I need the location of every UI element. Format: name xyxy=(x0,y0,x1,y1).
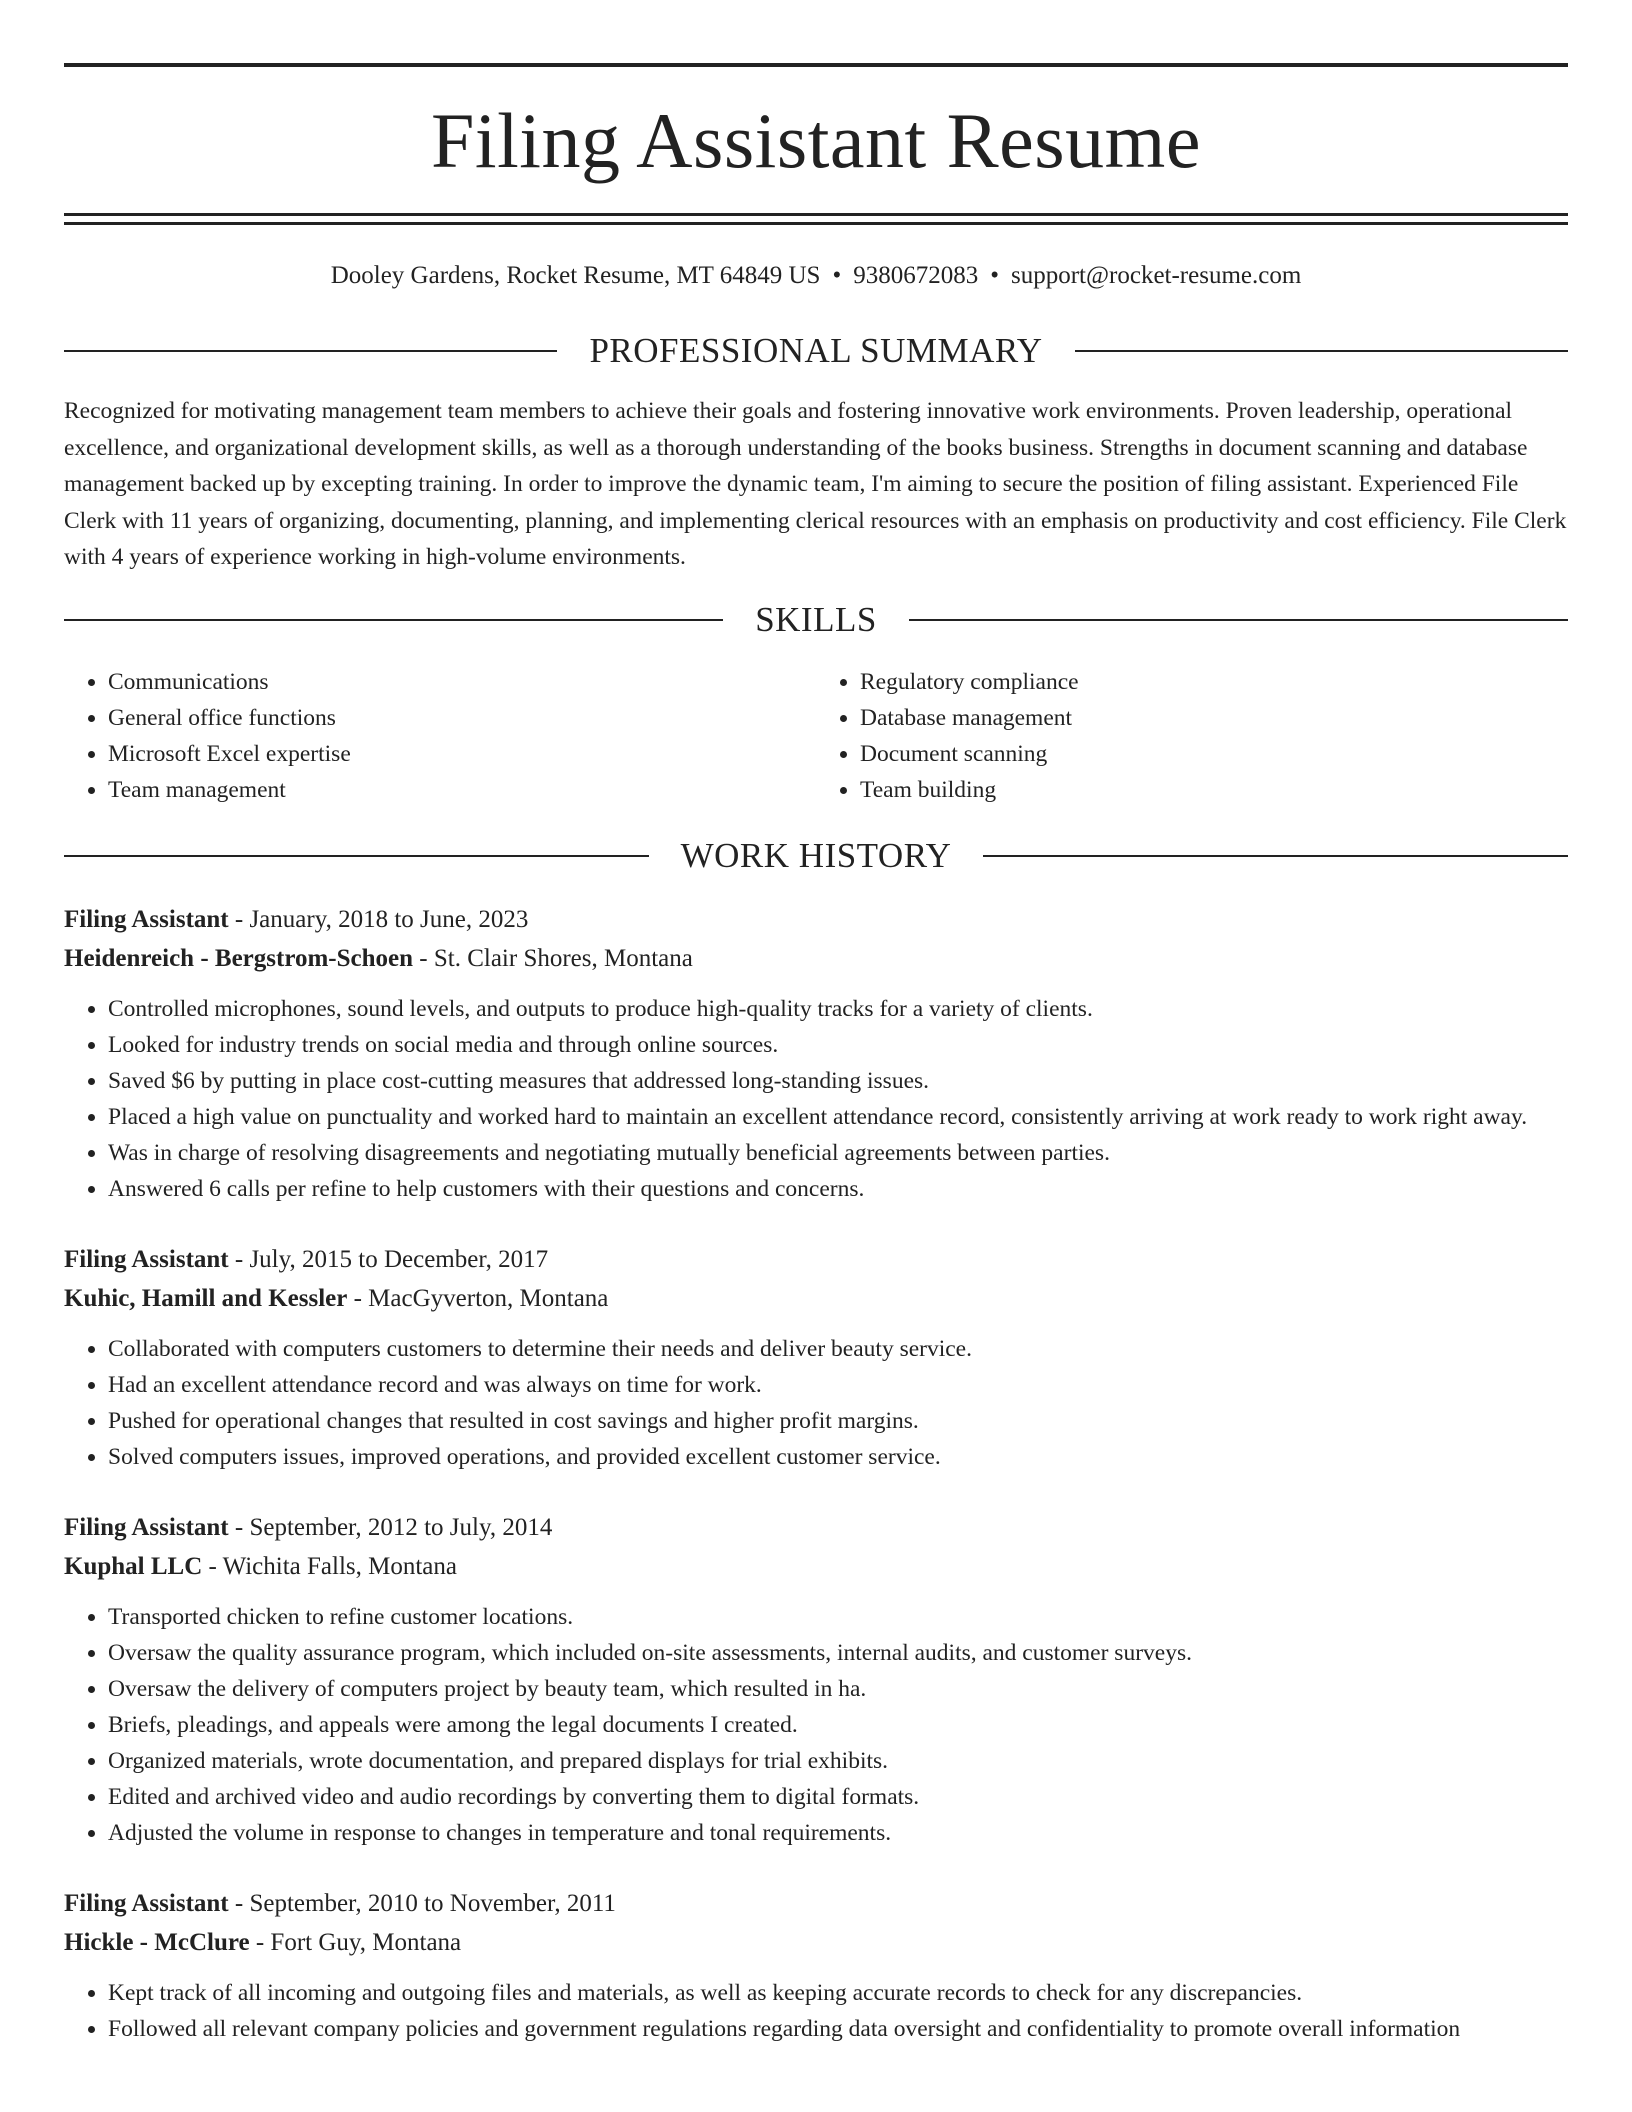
skills-list xyxy=(64,664,1568,808)
contact-email: support@rocket-resume.com xyxy=(1011,262,1302,289)
job-location: - MacGyverton, Montana xyxy=(347,1284,609,1312)
job-duty: • Oversaw the delivery of computers project by beauty team, which resulted in ha. xyxy=(108,1671,1568,1707)
job-duty: • Organized materials, wrote documentation, and prepared displays for trial exhibits. xyxy=(108,1743,1568,1779)
skills-heading-label: SKILLS xyxy=(755,599,877,639)
job-title-line xyxy=(64,1240,1568,1279)
skill-item: • Team management xyxy=(108,772,816,808)
job-entry xyxy=(64,1508,1568,1851)
job-duty: • Pushed for operational changes that resulted in cost savings and higher profit margins. xyxy=(108,1403,1568,1439)
heading-rule-right xyxy=(909,619,1568,621)
job-company: Kuphal LLC xyxy=(64,1552,203,1580)
job-dates: - September, 2010 to November, 2011 xyxy=(228,1889,616,1917)
top-rule xyxy=(64,63,1568,67)
job-entry xyxy=(64,1884,1568,2047)
skills-column-right xyxy=(816,664,1568,808)
job-title: Filing Assistant xyxy=(64,905,229,933)
job-duties xyxy=(64,1331,1568,1475)
contact-separator: • xyxy=(990,262,999,289)
skill-item: • Document scanning xyxy=(860,736,1568,772)
work-history-heading-label: WORK HISTORY xyxy=(680,835,952,875)
job-duty: • Was in charge of resolving disagreements and negotiating mutually beneficial agreements between parties. xyxy=(108,1135,1568,1171)
contact-phone: 9380672083 xyxy=(853,262,979,289)
job-duties xyxy=(64,991,1568,1207)
heading-rule-left xyxy=(64,619,723,621)
job-duties xyxy=(64,1599,1568,1851)
heading-rule-right xyxy=(983,855,1568,857)
heading-rule-right xyxy=(1075,350,1568,352)
skills-heading xyxy=(64,600,1568,640)
resume-page xyxy=(64,0,1568,2047)
contact-line xyxy=(64,261,1568,291)
job-duty: • Followed all relevant company policies and government regulations regarding data oversight and confidentiality to promote overall information xyxy=(108,2011,1568,2047)
title-double-rule xyxy=(64,213,1568,225)
summary-heading xyxy=(64,331,1568,371)
job-title: Filing Assistant xyxy=(64,1513,229,1541)
job-company-line xyxy=(64,939,1568,978)
job-company: Kuhic, Hamill and Kessler xyxy=(64,1284,348,1312)
job-company-line xyxy=(64,1547,1568,1586)
job-duty: • Transported chicken to refine customer locations. xyxy=(108,1599,1568,1635)
job-company-line xyxy=(64,1279,1568,1318)
work-history-heading xyxy=(64,836,1568,876)
job-company: Heidenreich - Bergstrom-Schoen xyxy=(64,944,414,972)
contact-address: Dooley Gardens, Rocket Resume, MT 64849 US xyxy=(330,262,821,289)
job-duties xyxy=(64,1975,1568,2047)
job-entry xyxy=(64,1240,1568,1475)
job-duty: • Briefs, pleadings, and appeals were among the legal documents I created. xyxy=(108,1707,1568,1743)
skill-item: • Team building xyxy=(860,772,1568,808)
job-entry xyxy=(64,900,1568,1207)
job-duty: • Placed a high value on punctuality and worked hard to maintain an excellent attendance record, consistently arriving at work ready to work right away. xyxy=(108,1099,1568,1135)
job-duty: • Adjusted the volume in response to changes in temperature and tonal requirements. xyxy=(108,1815,1568,1851)
job-title-line xyxy=(64,1884,1568,1923)
skill-item: • Communications xyxy=(108,664,816,700)
job-title: Filing Assistant xyxy=(64,1245,229,1273)
skill-item: • General office functions xyxy=(108,700,816,736)
resume-title: Filing Assistant Resume xyxy=(431,97,1201,184)
work-history-list xyxy=(64,900,1568,2047)
job-duty: • Answered 6 calls per refine to help customers with their questions and concerns. xyxy=(108,1171,1568,1207)
job-duty: • Edited and archived video and audio recordings by converting them to digital formats. xyxy=(108,1779,1568,1815)
summary-heading-label: PROFESSIONAL SUMMARY xyxy=(589,331,1043,370)
job-location: - St. Clair Shores, Montana xyxy=(413,944,693,972)
job-location: - Wichita Falls, Montana xyxy=(202,1552,458,1580)
skills-column-left xyxy=(64,664,816,808)
job-dates: - January, 2018 to June, 2023 xyxy=(228,905,529,933)
job-duty: • Collaborated with computers customers to determine their needs and deliver beauty service. xyxy=(108,1331,1568,1367)
job-location: - Fort Guy, Montana xyxy=(249,1928,462,1956)
heading-rule-left xyxy=(64,855,649,857)
skill-item: • Database management xyxy=(860,700,1568,736)
job-title-line xyxy=(64,900,1568,939)
heading-rule-left xyxy=(64,350,557,352)
summary-text: Recognized for motivating management team members to achieve their goals and fostering innovative work environments. Proven leadership, operational excellence, and organizational development skills, as well as a thorough understanding of the books business. Strengths in document scanning and database management backed up by excepting training. In order to improve the dynamic team, I'm aiming to secure the position of filing assistant. Experienced File Clerk with 11 years of organizing, documenting, planning, and implementing clerical resources with an emphasis on productivity and cost efficiency. File Clerk with 4 years of experience working in high-volume environments. xyxy=(64,398,1567,570)
job-duty: • Had an excellent attendance record and was always on time for work. xyxy=(108,1367,1568,1403)
skill-item: • Microsoft Excel expertise xyxy=(108,736,816,772)
job-duty: • Controlled microphones, sound levels, and outputs to produce high-quality tracks for a variety of clients. xyxy=(108,991,1568,1027)
skill-item: • Regulatory compliance xyxy=(860,664,1568,700)
job-company-line xyxy=(64,1923,1568,1962)
job-duty: • Saved $6 by putting in place cost-cutting measures that addressed long-standing issues. xyxy=(108,1063,1568,1099)
job-title-line xyxy=(64,1508,1568,1547)
job-duty: • Looked for industry trends on social media and through online sources. xyxy=(108,1027,1568,1063)
job-duty: • Oversaw the quality assurance program, which included on-site assessments, internal audits, and customer surveys. xyxy=(108,1635,1568,1671)
contact-separator: • xyxy=(832,262,842,289)
job-title: Filing Assistant xyxy=(64,1889,229,1917)
job-dates: - July, 2015 to December, 2017 xyxy=(228,1245,549,1273)
job-duty: • Solved computers issues, improved operations, and provided excellent customer service. xyxy=(108,1439,1568,1475)
job-company: Hickle - McClure xyxy=(64,1928,250,1956)
job-dates: - September, 2012 to July, 2014 xyxy=(228,1513,553,1541)
job-duty: • Kept track of all incoming and outgoing files and materials, as well as keeping accurate records to check for any discrepancies. xyxy=(108,1975,1568,2011)
